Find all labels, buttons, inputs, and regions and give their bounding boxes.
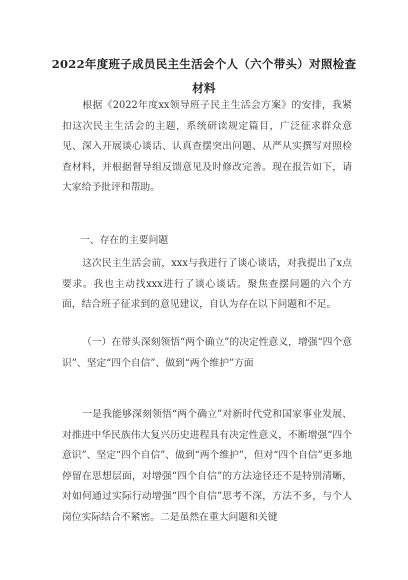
section1-text: 这次民主生活会前，xxx与我进行了谈心谈话，对我提出了x点要求。我也主动找xxx进行了谈心谈话。聚焦查摆问题的六个方面，结合班子征求到的意见建议，自认为存在以下问题和不足。 [62, 258, 352, 311]
subsection1-paragraph [62, 405, 352, 529]
intro-paragraph [62, 96, 352, 199]
intro-text: 根据《2022年度xx领导班子民主生活会方案》的安排，我紧扣这次民主生活会的主题，系统研读规定篇目，广泛征求群众意见、深入开展谈心谈话、认真查摆突出问题、从严从实撰写对照检查材料，并根据督导组反馈意见及时修改完善。现在报告如下，请大家给予批评和帮助。 [62, 100, 352, 194]
subsection1-heading [62, 333, 352, 374]
document-title-line2: 材料 [192, 81, 216, 95]
subsection1-heading-text: （一）在带头深刻领悟“两个确立”的决定性意义，增强“四个意识”、坚定“四个自信”、做到“两个维护”方面 [62, 337, 352, 369]
document-title-line1: 2022年度班子成员民主生活会个人（六个带头）对照检查 [51, 57, 357, 71]
subsection1-text: 一是我能够深刻领悟“两个确立”对新时代党和国家事业发展、对推进中华民族伟大复兴历史进程具有决定性意义，不断增强“四个意识”、坚定“四个自信”、做到“两个维护”，但对“四个自信”更多地停留在思想层面，对增强“四个自信”的方法途径还不是特别清晰，对如何通过实际行动增强“四个自信”思考不深，方法不多，与个人岗位实际结合不紧密。二是虽然在重大问题和关键 [62, 409, 352, 523]
section1-heading: 一、存在的主要问题 [80, 235, 169, 246]
section1-paragraph [62, 254, 352, 316]
